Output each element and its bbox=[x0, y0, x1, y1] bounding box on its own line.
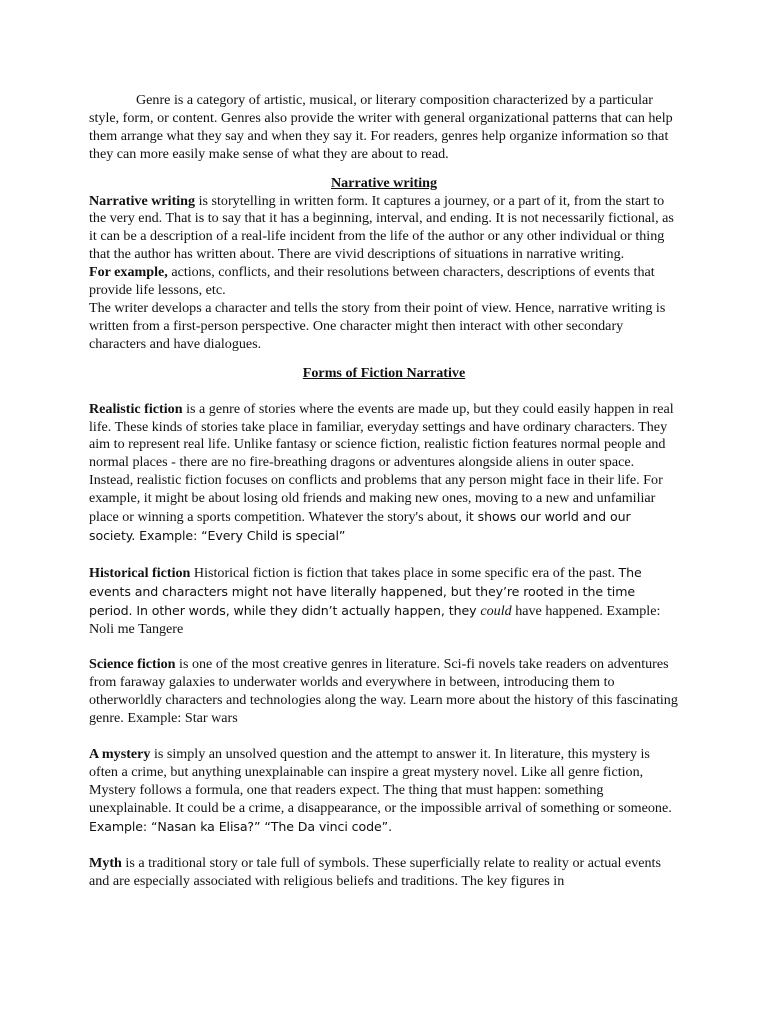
historical-fiction-emphasis: could bbox=[480, 602, 512, 619]
science-fiction-paragraph bbox=[89, 656, 679, 728]
example-label: For example, bbox=[89, 264, 168, 281]
realistic-fiction-paragraph bbox=[89, 401, 679, 546]
mystery-term: A mystery bbox=[89, 746, 151, 763]
narrative-term: Narrative writing bbox=[89, 192, 196, 209]
example-text: actions, conflicts, and their resolutions between characters, descriptions of events that provide life lessons, etc. bbox=[89, 264, 655, 299]
mystery-example: Example: “Nasan ka Elisa?” “The Da vinci code”. bbox=[89, 818, 392, 834]
historical-fiction-term: Historical fiction bbox=[89, 564, 191, 581]
historical-fiction-text-alt: The events and characters might not have literally happened, but they’re rooted in the time period. In other words, while they didn’t actually happen, they bbox=[89, 564, 642, 618]
forms-of-fiction-heading: Forms of Fiction Narrative bbox=[302, 364, 466, 381]
intro-paragraph: Genre is a category of artistic, musical, or literary composition characterized by a particular style, form, or content. Genres also provide the writer with general organizational patterns that can help them arrange what they say and when they say it. For readers, genres help organize information so that they can more easily make sense of what they are about to read. bbox=[89, 92, 673, 162]
realistic-fiction-term: Realistic fiction bbox=[89, 400, 183, 417]
mystery-paragraph bbox=[89, 746, 679, 837]
narrative-writing-heading: Narrative writing bbox=[330, 174, 438, 191]
science-fiction-term: Science fiction bbox=[89, 656, 176, 673]
realistic-fiction-text: is a genre of stories where the events are made up, but they could easily happen in real life. These kinds of stories take place in familiar, everyday settings and have ordinary characters. They aim to represent real life. Unlike fantasy or science fiction, realistic fiction features normal people and normal places - there are no fire-breathing dragons or adventures alongside aliens in outer space. Instead, realistic fiction focuses on conflicts and problems that any person might face in their life. For example, it might be about losing old friends and making new ones, moving to a new and unfamiliar place or winning a sports competition. Whatever the story's about, bbox=[89, 400, 674, 526]
myth-term: Myth bbox=[89, 854, 122, 871]
myth-text: is a traditional story or tale full of symbols. These superficially relate to reality or actual events and are especially associated with religious beliefs and traditions. The key figures in bbox=[89, 854, 661, 889]
historical-fiction-example: have happened. Example: Noli me Tangere bbox=[89, 602, 661, 637]
narrative-definition-paragraph bbox=[89, 193, 679, 265]
science-fiction-text: is one of the most creative genres in literature. Sci-fi novels take readers on adventures from faraway galaxies to underwater worlds and everywhere in between, introducing them to otherworldly characters and technologies along the way. Learn more about the history of this fascinating genre. Example: Star wars bbox=[89, 656, 678, 727]
historical-fiction-paragraph bbox=[89, 564, 679, 639]
narrative-example-paragraph bbox=[89, 264, 679, 300]
document-page bbox=[89, 92, 679, 890]
myth-paragraph bbox=[89, 855, 679, 891]
narrative-definition-text: is storytelling in written form. It captures a journey, or a part of it, from the start to the very end. That is to say that it has a beginning, interval, and ending. It is not necessarily fictional, as it can be a description of a real-life incident from the life of the author or any other individual or thing that the author has written about. There are vivid descriptions of situations in narrative writing. bbox=[89, 192, 674, 263]
historical-fiction-text: Historical fiction is fiction that takes place in some specific era of the past. bbox=[190, 564, 619, 581]
realistic-fiction-example: it shows our world and our society. Example: “Every Child is special” bbox=[89, 509, 631, 543]
mystery-text: is simply an unsolved question and the attempt to answer it. In literature, this mystery is often a crime, but anything unexplainable can inspire a great mystery novel. Like all genre fiction, Mystery follows a formula, one that readers expect. The thing that must happen: something unexplainable. It could be a crime, a disappearance, or the impossible arrival of something or someone. bbox=[89, 746, 672, 816]
narrative-closing-paragraph: The writer develops a character and tells the story from their point of view. Hence, narrative writing is written from a first-person perspective. One character might then interact with other secondary characters and have dialogues. bbox=[89, 299, 666, 352]
